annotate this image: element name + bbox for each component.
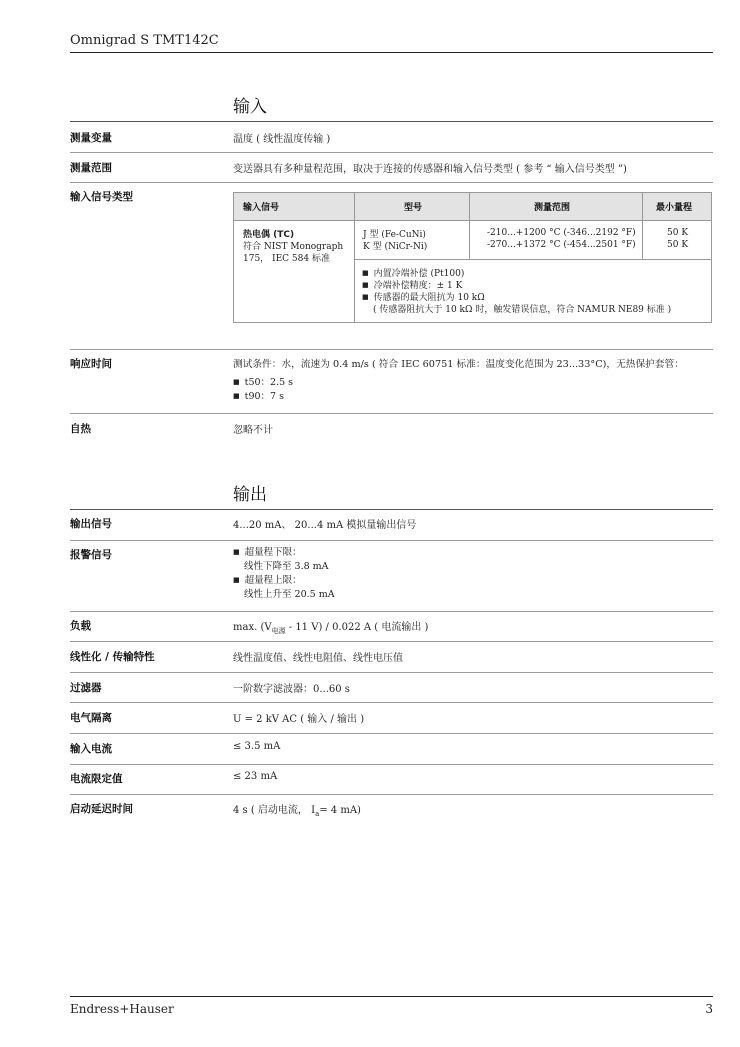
footer-brand: Endress+Hauser [70,1002,174,1016]
value-self-heating: 忽略不计 [233,425,273,436]
value-load [233,618,428,636]
table-cell-range: -270...+1372 °C (-454...2501 °F) [487,240,636,250]
label-startup-delay: 启动延迟时间 [70,803,133,815]
startup-formula-prefix: 4 s ( 启动电流， I [233,805,316,816]
label-alarm-signal: 报警信号 [70,549,112,561]
table-header-cell: 输入信号 [243,203,280,213]
row-rule [70,672,713,673]
value-input-current: ≤ 3.5 mA [233,741,281,752]
label-response-time: 响应时间 [70,358,112,370]
load-formula-prefix: max. (V [233,622,272,633]
row-rule [70,611,713,612]
value-filter: 一阶数字滤波器：0...60 s [233,684,350,695]
row-rule [70,733,713,734]
label-self-heating: 自热 [70,423,91,435]
table-cell-signal-standard: 175， IEC 584 标准 [243,254,330,264]
row-rule [70,413,713,414]
label-input-current: 输入电流 [70,743,112,755]
row-rule [70,794,713,795]
label-measured-variable: 测量变量 [70,132,112,144]
table-header [234,193,711,221]
list-item: ■ 超量程上限： [233,574,335,588]
document-title: Omnigrad S TMT142C [70,33,219,48]
table-cell-signal-standard: 符合 NIST Monograph [243,242,344,252]
table-header-cell: 最小量程 [656,203,693,213]
table-cell-range: -210...+1200 °C (-346...2192 °F) [487,228,636,238]
label-measuring-range: 测量范围 [70,162,112,174]
row-rule [70,152,713,153]
section-rule [70,509,713,510]
table-cell-span: 50 K [667,228,689,238]
section-title-output: 输出 [233,485,267,505]
list-item: ■ 超量程下限： [233,546,335,560]
table-note-detail: ( 传感器阻抗大于 10 kΩ 时，触发错误信息，符合 NAMUR NE89 标准 ) [373,305,672,315]
list-item: ■ t90：7 s [233,390,293,404]
table-divider [642,193,643,259]
value-measuring-range: 变送器具有多种量程范围，取决于连接的传感器和输入信号类型 ( 参考 “ 输入信号类型 ”) [233,164,627,175]
table-header-cell: 型号 [404,203,423,213]
row-rule [70,764,713,765]
table-note: ■ 内置冷端补偿 (Pt100) [362,268,671,280]
value-response-time: 测试条件：水，流速为 0.4 m/s ( 符合 IEC 60751 标准：温度变化范围为 23...33°C)，无热保护套管： [233,359,684,370]
table-divider [354,193,355,322]
startup-formula-suffix: = 4 mA) [319,805,361,816]
label-filter: 过滤器 [70,682,102,694]
table-note: ■ 冷端补偿精度：± 1 K [362,280,671,292]
label-input-type: 输入信号类型 [70,191,133,203]
table-header-cell: 测量范围 [534,203,571,213]
startup-formula-subscript: a [315,810,320,818]
input-type-table [233,192,712,323]
row-rule [70,349,713,350]
table-cell-span: 50 K [667,240,689,250]
table-cell-type: J 型 (Fe-CuNi) [363,230,426,240]
section-title-input: 输入 [233,97,267,117]
alarm-signal-list [233,546,335,602]
label-current-limit: 电流限定值 [70,773,123,785]
table-note: ■ 传感器的最大阻抗为 10 kΩ [362,292,671,304]
table-cell-signal-title: 热电偶 (TC) [243,230,295,240]
list-item-detail: 线性上升至 20.5 mA [244,589,335,600]
row-rule [70,182,713,183]
value-output-signal: 4...20 mA、 20...4 mA 模拟量输出信号 [233,520,417,531]
row-rule [70,641,713,642]
load-formula-subscript: 电源 [271,627,286,635]
response-time-list [233,376,293,404]
load-formula-suffix: - 11 V) / 0.022 A ( 电流输出 ) [285,622,429,633]
label-linearization: 线性化 / 传输特性 [70,651,155,663]
table-notes [362,268,671,316]
table-divider [469,193,470,259]
label-isolation: 电气隔离 [70,712,112,724]
label-load: 负载 [70,620,91,632]
footer-rule [70,996,713,997]
section-rule [70,121,713,122]
value-startup-delay [233,801,361,818]
label-output-signal: 输出信号 [70,518,112,530]
list-item: ■ t50：2.5 s [233,376,293,390]
row-rule [70,702,713,703]
value-current-limit: ≤ 23 mA [233,771,278,782]
table-divider [354,259,711,260]
row-rule [70,540,713,541]
page-number: 3 [705,1002,713,1016]
value-isolation: U = 2 kV AC ( 输入 / 输出 ) [233,714,365,725]
value-measured-variable: 温度 ( 线性温度传输 ) [233,134,331,145]
table-cell-type: K 型 (NiCr-Ni) [363,242,428,252]
value-linearization: 线性温度值、线性电阻值、线性电压值 [233,653,403,664]
header-rule [70,52,713,53]
list-item-detail: 线性下降至 3.8 mA [244,561,329,572]
